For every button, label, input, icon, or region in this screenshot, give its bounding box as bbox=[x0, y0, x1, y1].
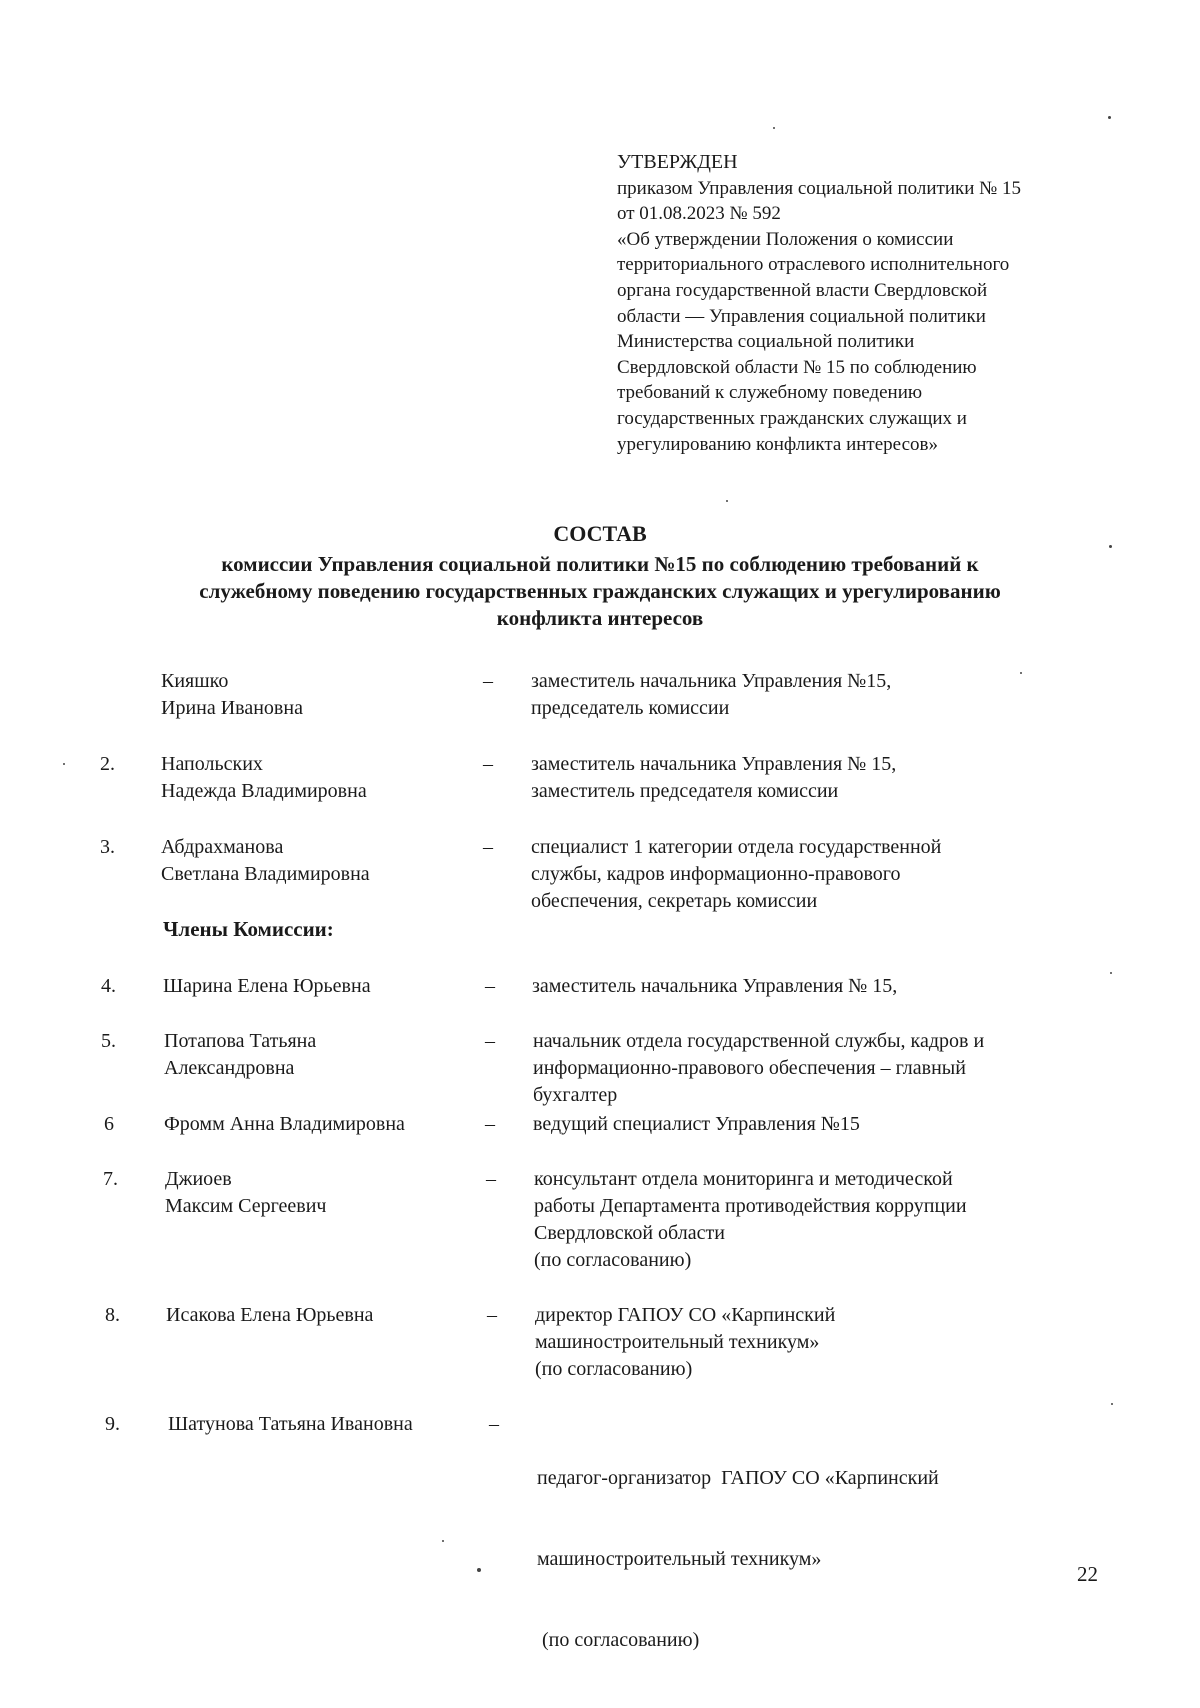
member-name bbox=[165, 1166, 485, 1220]
approval-line: Свердловской области № 15 по соблюдению bbox=[617, 356, 977, 378]
member-name bbox=[166, 1302, 486, 1329]
member-role bbox=[532, 973, 1102, 1000]
member-name-line: Надежда Владимировна bbox=[161, 780, 367, 802]
member-role-line: информационно-правового обеспечения – главный bbox=[533, 1057, 966, 1079]
members-section-label: Члены Комиссии: bbox=[163, 917, 334, 941]
member-name-line: Александровна bbox=[164, 1057, 295, 1079]
member-role-line: Свердловской области bbox=[534, 1222, 725, 1244]
member-name-line: Напольских bbox=[161, 753, 263, 775]
member-role-line: директор ГАПОУ СО «Карпинский bbox=[535, 1304, 836, 1326]
approval-line: приказом Управления социальной политики № 15 bbox=[617, 177, 1022, 199]
member-dash: – bbox=[486, 1168, 496, 1190]
member-role bbox=[531, 834, 1101, 915]
member-name bbox=[163, 973, 483, 1000]
member-role-line: заместитель председателя комиссии bbox=[531, 780, 839, 802]
member-name-line: Шарина Елена Юрьевна bbox=[163, 975, 371, 997]
member-name-line: Ирина Ивановна bbox=[161, 697, 303, 719]
scan-speck bbox=[1020, 672, 1022, 674]
approval-heading: УТВЕРЖДЕН bbox=[617, 151, 738, 173]
member-role-line: машиностроительный техникум» bbox=[537, 1548, 822, 1570]
scan-speck bbox=[1108, 116, 1111, 119]
member-role-line: начальник отдела государственной службы, кадров и bbox=[533, 1030, 985, 1052]
member-role-line: (по согласованию) bbox=[534, 1249, 692, 1271]
member-name-line: Абдрахманова bbox=[161, 836, 284, 858]
member-role bbox=[534, 1166, 1104, 1274]
member-role-line: консультант отдела мониторинга и методической bbox=[534, 1168, 953, 1190]
member-name-line: Джиоев bbox=[165, 1168, 232, 1190]
member-role-line: специалист 1 категории отдела государственной bbox=[531, 836, 942, 858]
member-role-line: заместитель начальника Управления №15, bbox=[531, 670, 892, 692]
member-role-line: председатель комиссии bbox=[531, 697, 730, 719]
member-role-line: ведущий специалист Управления №15 bbox=[533, 1113, 860, 1135]
member-dash: – bbox=[485, 1113, 495, 1135]
scan-speck bbox=[1110, 972, 1112, 974]
approval-line: органа государственной власти Свердловской bbox=[617, 279, 988, 301]
member-name bbox=[168, 1411, 488, 1438]
member-number: 7. bbox=[103, 1168, 118, 1190]
member-dash: – bbox=[485, 975, 495, 997]
member-role bbox=[533, 1111, 1103, 1138]
member-name bbox=[164, 1028, 484, 1082]
member-dash: – bbox=[483, 836, 493, 858]
scan-speck bbox=[477, 1568, 481, 1572]
member-role bbox=[531, 751, 1101, 805]
approval-line: государственных гражданских служащих и bbox=[617, 407, 967, 429]
member-name-line: Максим Сергеевич bbox=[165, 1195, 327, 1217]
member-number: 2. bbox=[100, 753, 115, 775]
member-role-line: работы Департамента противодействия коррупции bbox=[534, 1195, 967, 1217]
approval-line: области — Управления социальной политики bbox=[617, 305, 986, 327]
member-number: 6 bbox=[104, 1113, 114, 1135]
member-role bbox=[531, 668, 1101, 722]
member-name bbox=[161, 751, 481, 805]
page-number: 22 bbox=[1077, 1562, 1098, 1586]
scan-speck bbox=[726, 500, 728, 502]
title-line: служебному поведению государственных гражданских служащих и урегулированию bbox=[199, 579, 1001, 603]
member-name-line: Шатунова Татьяна Ивановна bbox=[168, 1413, 413, 1435]
scan-speck bbox=[442, 1540, 444, 1542]
member-name-line: Потапова Татьяна bbox=[164, 1030, 317, 1052]
member-role bbox=[535, 1302, 1105, 1383]
member-role-line: машиностроительный техникум» bbox=[535, 1331, 820, 1353]
member-number: 3. bbox=[100, 836, 115, 858]
member-number: 8. bbox=[105, 1304, 120, 1326]
member-role bbox=[533, 1028, 1093, 1109]
title-line: СОСТАВ bbox=[553, 521, 647, 546]
title-line: комиссии Управления социальной политики №15 по соблюдению требований к bbox=[221, 552, 979, 576]
member-role-line: бухгалтер bbox=[533, 1084, 618, 1106]
member-role-line: педагог-организатор ГАПОУ СО «Карпинский bbox=[537, 1467, 939, 1489]
member-role-line: службы, кадров информационно-правового bbox=[531, 863, 901, 885]
document-title bbox=[60, 520, 1140, 632]
approval-line: «Об утверждении Положения о комиссии bbox=[617, 228, 954, 250]
member-name-line: Кияшко bbox=[161, 670, 229, 692]
member-name-line: Фромм Анна Владимировна bbox=[164, 1113, 405, 1135]
member-name bbox=[161, 668, 481, 722]
scan-speck bbox=[63, 763, 65, 765]
member-role-line: (по согласованию) bbox=[535, 1358, 693, 1380]
member-role-line: обеспечения, секретарь комиссии bbox=[531, 890, 818, 912]
member-dash: – bbox=[489, 1413, 499, 1435]
member-number: 5. bbox=[101, 1030, 116, 1052]
approval-line: от 01.08.2023 № 592 bbox=[617, 203, 781, 225]
approval-line: требований к служебному поведению bbox=[617, 382, 923, 404]
member-role-line: (по согласованию) bbox=[537, 1629, 700, 1651]
member-dash: – bbox=[485, 1030, 495, 1052]
approval-line: Министерства социальной политики bbox=[617, 331, 915, 353]
scan-speck bbox=[1109, 545, 1112, 548]
scan-speck bbox=[1111, 1403, 1113, 1405]
member-role bbox=[537, 1411, 1107, 1708]
member-role-line: заместитель начальника Управления № 15, bbox=[531, 753, 897, 775]
member-number: 9. bbox=[105, 1413, 120, 1435]
member-role-line: заместитель начальника Управления № 15, bbox=[532, 975, 898, 997]
member-name bbox=[161, 834, 481, 888]
member-name bbox=[164, 1111, 484, 1138]
approval-block bbox=[617, 150, 1117, 457]
approval-line: территориального отраслевого исполнительного bbox=[617, 254, 1010, 276]
approval-line: урегулированию конфликта интересов» bbox=[617, 433, 938, 455]
member-number: 4. bbox=[101, 975, 116, 997]
member-dash: – bbox=[483, 670, 493, 692]
title-line: конфликта интересов bbox=[496, 606, 704, 630]
scan-speck bbox=[773, 127, 775, 129]
member-name-line: Светлана Владимировна bbox=[161, 863, 370, 885]
member-name-line: Исакова Елена Юрьевна bbox=[166, 1304, 374, 1326]
member-dash: – bbox=[483, 753, 493, 775]
member-dash: – bbox=[487, 1304, 497, 1326]
